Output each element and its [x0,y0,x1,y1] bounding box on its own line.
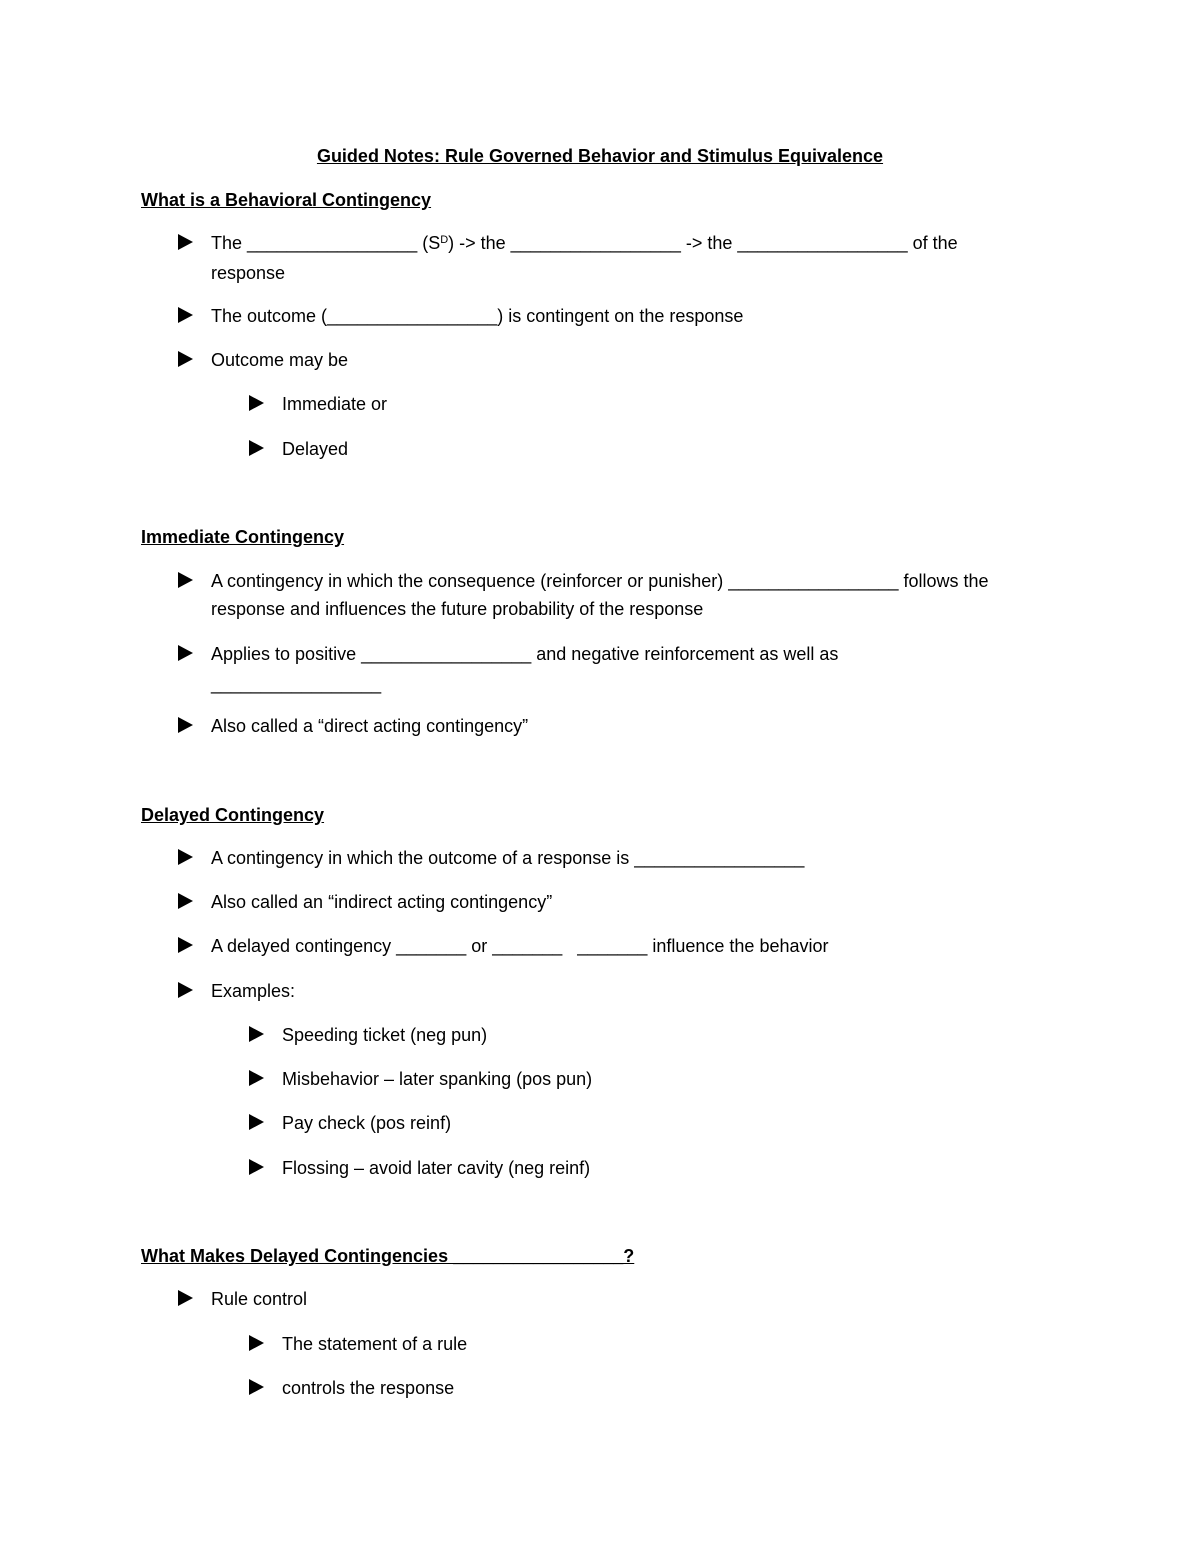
bullet-arrow-icon [178,351,193,367]
bullet-text: Also called an “indirect acting contingency” [211,892,553,912]
sub-bullet-arrow-icon [249,395,264,411]
bullet-arrow-icon [178,645,193,661]
sub-bullet-text: Misbehavior – later spanking (pos pun) [282,1069,593,1089]
bullet-text: Applies to positive _________________ and negative reinforcement as well as [211,644,839,664]
bullet-text: The _________________ $(S^D)$ -> the _________________ -> the _________________ of the [211,233,958,253]
sub-bullet-text: Pay check (pos reinf) [282,1113,452,1133]
bullet-text: Examples: [211,981,296,1001]
bullet-text: Outcome may be [211,350,349,370]
bullet-arrow-icon [178,849,193,865]
bullet-text: A contingency in which the outcome of a response is _________________ [211,848,805,868]
superscript-d: D [440,234,449,246]
bullet-arrow-icon [178,937,193,953]
sub-bullet-text: controls the response [282,1378,455,1398]
sub-bullet-arrow-icon [249,1379,264,1395]
bullet-text: Also called a “direct acting contingency” [211,716,529,736]
bullet-text-continuation: response and influences the future probability of the response [211,599,704,619]
page-title: Guided Notes: Rule Governed Behavior and Stimulus Equivalence [316,146,884,166]
bullet-text-continuation: _________________ [211,674,382,694]
sub-bullet-arrow-icon [249,1335,264,1351]
sub-bullet-arrow-icon [249,440,264,456]
sub-bullet-text: Flossing – avoid later cavity (neg reinf) [282,1158,591,1178]
bullet-arrow-icon [178,1290,193,1306]
sub-bullet-text: The statement of a rule [282,1334,468,1354]
sub-bullet-arrow-icon [249,1070,264,1086]
section-heading-immediate-contingency: Immediate Contingency [141,527,345,547]
bullet-arrow-icon [178,572,193,588]
bullet-arrow-icon [178,893,193,909]
bullet-arrow-icon [178,234,193,250]
sub-bullet-arrow-icon [249,1159,264,1175]
bullet-text: The outcome (_________________) is contingent on the response [211,306,744,326]
bullet-text: A delayed contingency _______ or _______ _______ influence the behavior [211,936,829,956]
bullet-text: Rule control [211,1289,308,1309]
bullet-arrow-icon [178,982,193,998]
sub-bullet-text: Speeding ticket (neg pun) [282,1025,488,1045]
sub-bullet-arrow-icon [249,1026,264,1042]
bullet-text-continuation: response [211,263,286,283]
section-heading-what-makes-delayed: What Makes Delayed Contingencies _________________? [141,1246,635,1266]
sub-bullet-text: Immediate or [282,394,388,414]
section-heading-delayed-contingency: Delayed Contingency [141,805,325,825]
section-heading-behavioral-contingency: What is a Behavioral Contingency [141,190,432,210]
sub-bullet-arrow-icon [249,1114,264,1130]
bullet-text: A contingency in which the consequence (reinforcer or punisher) _________________ follows the [211,571,989,591]
bullet-arrow-icon [178,307,193,323]
bullet-arrow-icon [178,717,193,733]
sub-bullet-text: Delayed [282,439,349,459]
